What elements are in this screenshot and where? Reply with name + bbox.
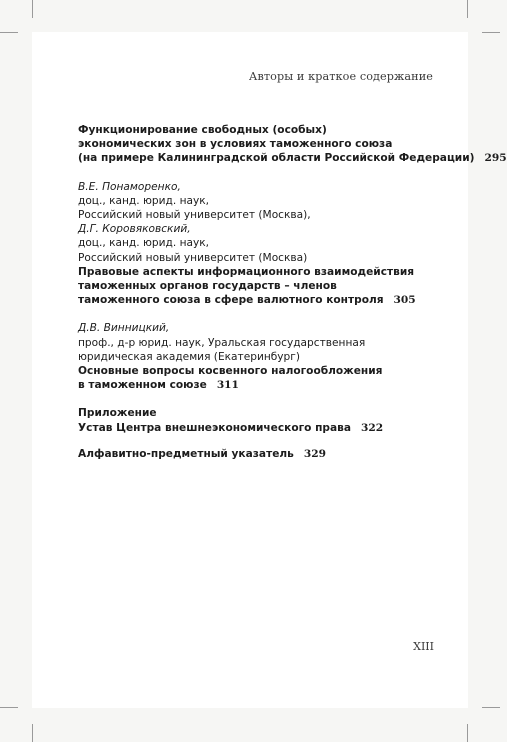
page-number: 322 — [361, 421, 384, 434]
entry-title-line: таможенных органов государств – членов — [78, 280, 337, 293]
author-affiliation: доц., канд. юрид. наук, — [78, 237, 210, 250]
toc-entry — [78, 321, 438, 392]
entry-title-line — [78, 151, 507, 165]
author-affiliation: Российский новый университет (Москва), — [78, 209, 311, 222]
entry-title-line: экономических зон в условиях таможенного союза — [78, 138, 393, 151]
folio-page-number: XIII — [413, 640, 434, 653]
author-affiliation: доц., канд. юрид. наук, — [78, 194, 210, 207]
running-head: Авторы и краткое содержание — [248, 70, 433, 83]
entry-title-text: таможенного союза в сфере валютного контроля — [78, 294, 384, 307]
author-name: Д.В. Винницкий, — [78, 322, 170, 335]
page-number: 305 — [393, 294, 416, 307]
entry-title-text: в таможенном союзе — [78, 379, 207, 392]
author-affiliation: проф., д-р юрид. наук, Уральская государственная — [78, 336, 366, 349]
appendix-title-line — [78, 421, 438, 435]
crop-mark — [467, 724, 468, 742]
toc-entry — [78, 123, 507, 166]
entry-title-line: Функционирование свободных (особых) — [78, 124, 327, 136]
author-affiliation: Российский новый университет (Москва) — [78, 251, 308, 264]
author-affiliation: юридическая академия (Екатеринбург) — [78, 350, 300, 363]
crop-mark — [32, 724, 33, 742]
entry-title-line: Правовые аспекты информационного взаимодействия — [78, 265, 415, 278]
crop-mark — [482, 32, 500, 33]
page-number: 311 — [216, 379, 239, 392]
index-title: Алфавитно-предметный указатель — [78, 447, 294, 460]
page-number: 295 — [484, 152, 507, 165]
entry-title-line: Основные вопросы косвенного налогообложения — [78, 365, 383, 378]
entry-title-line — [78, 293, 438, 307]
page-number: 329 — [303, 447, 326, 460]
crop-mark — [32, 0, 33, 18]
entry-title-text: (на примере Калининградской области Российской Федерации) — [78, 152, 475, 165]
crop-mark — [0, 32, 18, 33]
appendix-heading: Приложение — [78, 407, 157, 420]
toc-content — [78, 123, 507, 461]
crop-mark — [0, 707, 18, 708]
toc-entry — [78, 180, 438, 308]
entry-title-line — [78, 378, 438, 392]
crop-mark — [467, 0, 468, 18]
crop-mark — [482, 707, 500, 708]
appendix-entry — [78, 406, 438, 434]
author-name: В.Е. Понаморенко, — [78, 180, 181, 193]
author-name: Д.Г. Коровяковский, — [78, 223, 191, 236]
index-title-line — [78, 447, 438, 461]
index-entry — [78, 447, 438, 461]
appendix-title: Устав Центра внешнеэкономического права — [78, 421, 352, 434]
